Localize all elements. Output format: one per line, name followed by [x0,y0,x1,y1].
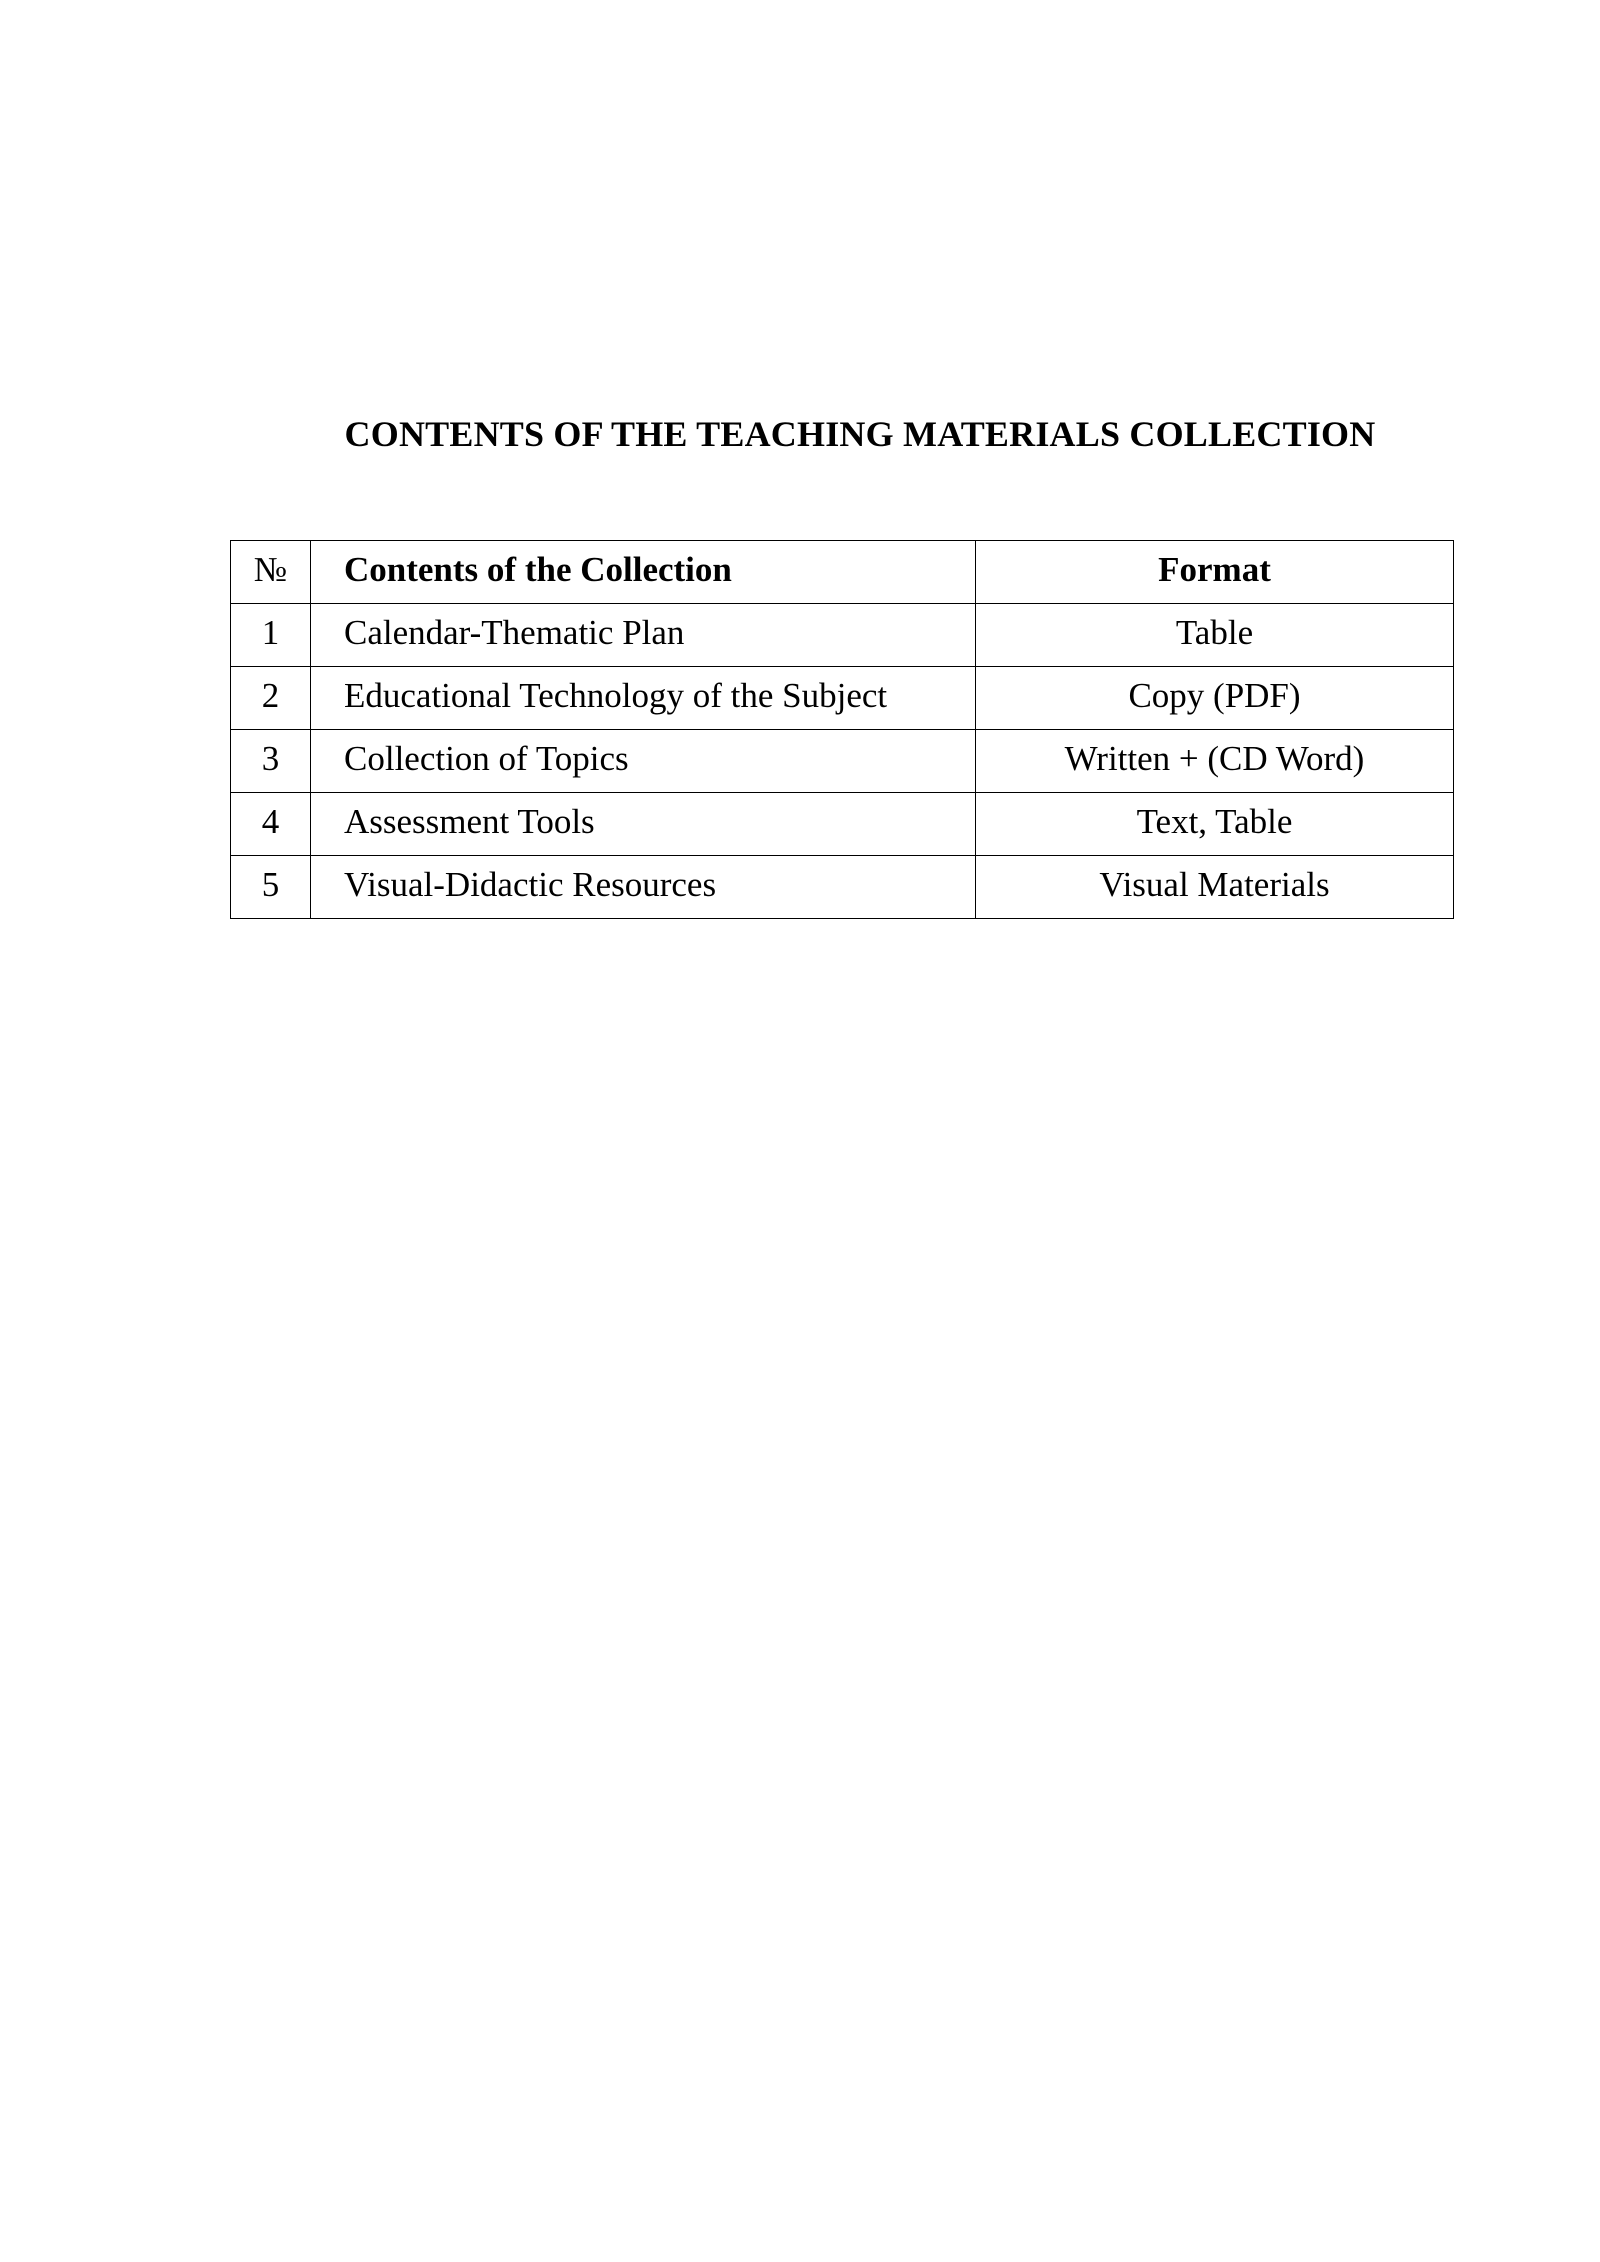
row-contents: Collection of Topics [311,730,976,793]
row-format: Table [976,604,1454,667]
table-row [231,856,1454,919]
table-row [231,667,1454,730]
row-number: 1 [231,604,311,667]
row-contents: Visual-Didactic Resources [311,856,976,919]
row-number: 4 [231,793,311,856]
contents-table [230,540,1454,919]
header-number: № [231,541,311,604]
table-row [231,604,1454,667]
row-number: 2 [231,667,311,730]
row-format: Visual Materials [976,856,1454,919]
table-header-row [231,541,1454,604]
table-row [231,730,1454,793]
header-format: Format [976,541,1454,604]
row-contents: Educational Technology of the Subject [311,667,976,730]
page-title: CONTENTS OF THE TEACHING MATERIALS COLLECTION [344,414,1376,454]
row-format: Written + (CD Word) [976,730,1454,793]
row-contents: Calendar-Thematic Plan [311,604,976,667]
row-contents: Assessment Tools [311,793,976,856]
table-row [231,793,1454,856]
row-format: Text, Table [976,793,1454,856]
row-format: Copy (PDF) [976,667,1454,730]
row-number: 3 [231,730,311,793]
row-number: 5 [231,856,311,919]
header-contents: Contents of the Collection [311,541,976,604]
